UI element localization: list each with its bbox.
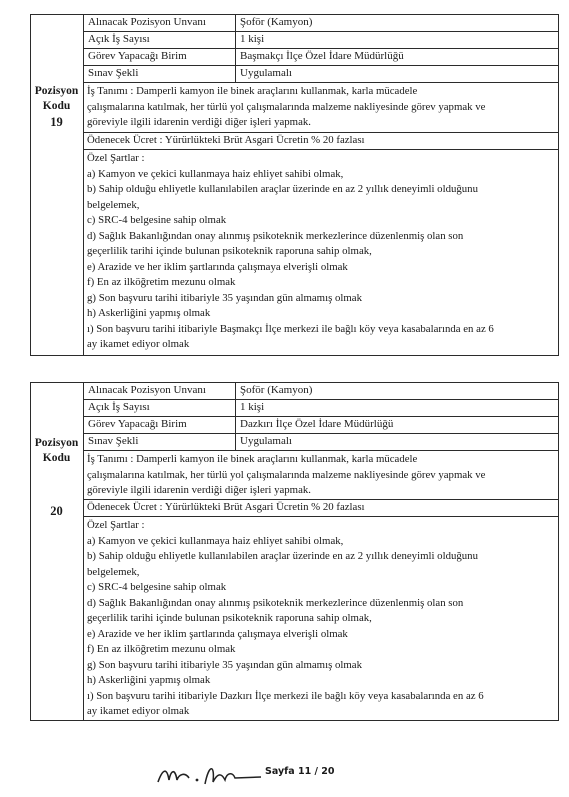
- condition-line: b) Sahip olduğu ehliyetle kullanılabilen araçlar üzerinde en az 2 yıllık deneyimli olduğunu: [87, 183, 478, 195]
- code-label: Kodu: [42, 452, 71, 464]
- text-line: İş Tanımı : Damperli kamyon ile binek araçlarını kullanmak, karla mücadele: [87, 453, 418, 465]
- row-value: Şoför (Kamyon): [240, 16, 313, 28]
- signature: [155, 760, 265, 790]
- condition-line: ı) Son başvuru tarihi itibariyle Başmakçı İlçe merkezi ile bağlı köy veya kasabalarında en az 6: [87, 322, 494, 335]
- divider: [83, 65, 559, 66]
- condition-line: geçerlilik tarihi içinde bulunan psikoteknik raporuna sahip olmak,: [87, 612, 372, 624]
- divider: [83, 450, 559, 451]
- job-description: [87, 452, 553, 499]
- salary: Ödenecek Ücret : Yürürlükteki Brüt Asgari Ücretin % 20 fazlası: [87, 501, 365, 513]
- divider: [83, 399, 559, 400]
- condition-line: geçerlilik tarihi içinde bulunan psikoteknik raporuna sahip olmak,: [87, 245, 372, 257]
- row-label: Alınacak Pozisyon Unvanı: [88, 384, 206, 396]
- row-value: 1 kişi: [240, 33, 265, 45]
- condition-line: d) Sağlık Bakanlığından onay alınmış psikoteknik merkezlerince düzenlenmiş olan son: [87, 596, 464, 609]
- row-value: Şoför (Kamyon): [240, 384, 313, 396]
- position-label: Pozisyon: [34, 437, 79, 449]
- position-table-19: [30, 14, 559, 356]
- special-conditions: [87, 151, 553, 353]
- row-value: 1 kişi: [240, 401, 265, 413]
- text-line: göreviyle ilgili idarenin verdiği diğer işleri yapmak.: [87, 484, 311, 496]
- condition-line: ay ikamet ediyor olmak: [87, 705, 190, 717]
- row-value: Dazkırı İlçe Özel İdare Müdürlüğü: [240, 418, 394, 430]
- divider: [83, 516, 559, 517]
- condition-line: a) Kamyon ve çekici kullanmaya haiz ehliyet sahibi olmak,: [87, 167, 344, 180]
- divider: [83, 149, 559, 150]
- row-label: Görev Yapacağı Birim: [88, 50, 187, 62]
- condition-line: ı) Son başvuru tarihi itibariyle Dazkırı İlçe merkezi ile bağlı köy veya kasabalarında en az 6: [87, 689, 484, 702]
- row-value: Başmakçı İlçe Özel İdare Müdürlüğü: [240, 50, 404, 62]
- conditions-title: Özel Şartlar :: [87, 152, 145, 164]
- row-label: Sınav Şekli: [88, 67, 139, 79]
- row-label: Sınav Şekli: [88, 435, 139, 447]
- divider: [83, 433, 559, 434]
- condition-line: e) Arazide ve her iklim şartlarında çalışmaya elverişli olmak: [87, 627, 348, 640]
- condition-line: h) Askerliğini yapmış olmak: [87, 674, 211, 686]
- text-line: İş Tanımı : Damperli kamyon ile binek araçlarını kullanmak, karla mücadele: [87, 85, 418, 97]
- condition-line: f) En az ilköğretim mezunu olmak: [87, 276, 236, 288]
- condition-line: f) En az ilköğretim mezunu olmak: [87, 643, 236, 655]
- condition-line: e) Arazide ve her iklim şartlarında çalışmaya elverişli olmak: [87, 260, 348, 273]
- row-label: Açık İş Sayısı: [88, 401, 150, 413]
- condition-line: g) Son başvuru tarihi itibariyle 35 yaşından gün almamış olmak: [87, 658, 362, 671]
- condition-line: c) SRC-4 belgesine sahip olmak: [87, 214, 227, 226]
- condition-line: h) Askerliğini yapmış olmak: [87, 307, 211, 319]
- text-line: çalışmalarına katılmak, her türlü yol çalışmalarında malzeme nakliyesinde görev yapmak ve: [87, 468, 486, 481]
- condition-line: d) Sağlık Bakanlığından onay alınmış psikoteknik merkezlerince düzenlenmiş olan son: [87, 229, 464, 242]
- job-description: [87, 84, 553, 131]
- divider: [83, 82, 559, 83]
- condition-line: belgelemek,: [87, 198, 140, 211]
- position-table-20: [30, 382, 559, 721]
- condition-line: belgelemek,: [87, 565, 140, 578]
- position-code: 19: [50, 115, 63, 129]
- condition-line: b) Sahip olduğu ehliyetle kullanılabilen araçlar üzerinde en az 2 yıllık deneyimli olduğunu: [87, 550, 478, 562]
- condition-line: c) SRC-4 belgesine sahip olmak: [87, 581, 227, 593]
- row-value: Uygulamalı: [240, 435, 292, 447]
- row-value: Uygulamalı: [240, 67, 292, 79]
- salary: Ödenecek Ücret : Yürürlükteki Brüt Asgari Ücretin % 20 fazlası: [87, 134, 365, 146]
- condition-line: a) Kamyon ve çekici kullanmaya haiz ehliyet sahibi olmak,: [87, 534, 344, 547]
- special-conditions: [87, 518, 553, 720]
- divider: [83, 31, 559, 32]
- row-label: Alınacak Pozisyon Unvanı: [88, 16, 206, 28]
- position-code: 20: [50, 504, 63, 518]
- code-label: Kodu: [42, 100, 71, 112]
- row-label: Görev Yapacağı Birim: [88, 418, 187, 430]
- condition-line: g) Son başvuru tarihi itibariyle 35 yaşından gün almamış olmak: [87, 291, 362, 304]
- position-label: Pozisyon: [34, 85, 79, 97]
- condition-line: ay ikamet ediyor olmak: [87, 338, 190, 350]
- text-line: göreviyle ilgili idarenin verdiği diğer işleri yapmak.: [87, 116, 311, 128]
- conditions-title: Özel Şartlar :: [87, 519, 145, 531]
- row-label: Açık İş Sayısı: [88, 33, 150, 45]
- page-number: Sayfa 11 / 20: [265, 766, 335, 777]
- text-line: çalışmalarına katılmak, her türlü yol çalışmalarında malzeme nakliyesinde görev yapmak ve: [87, 100, 486, 113]
